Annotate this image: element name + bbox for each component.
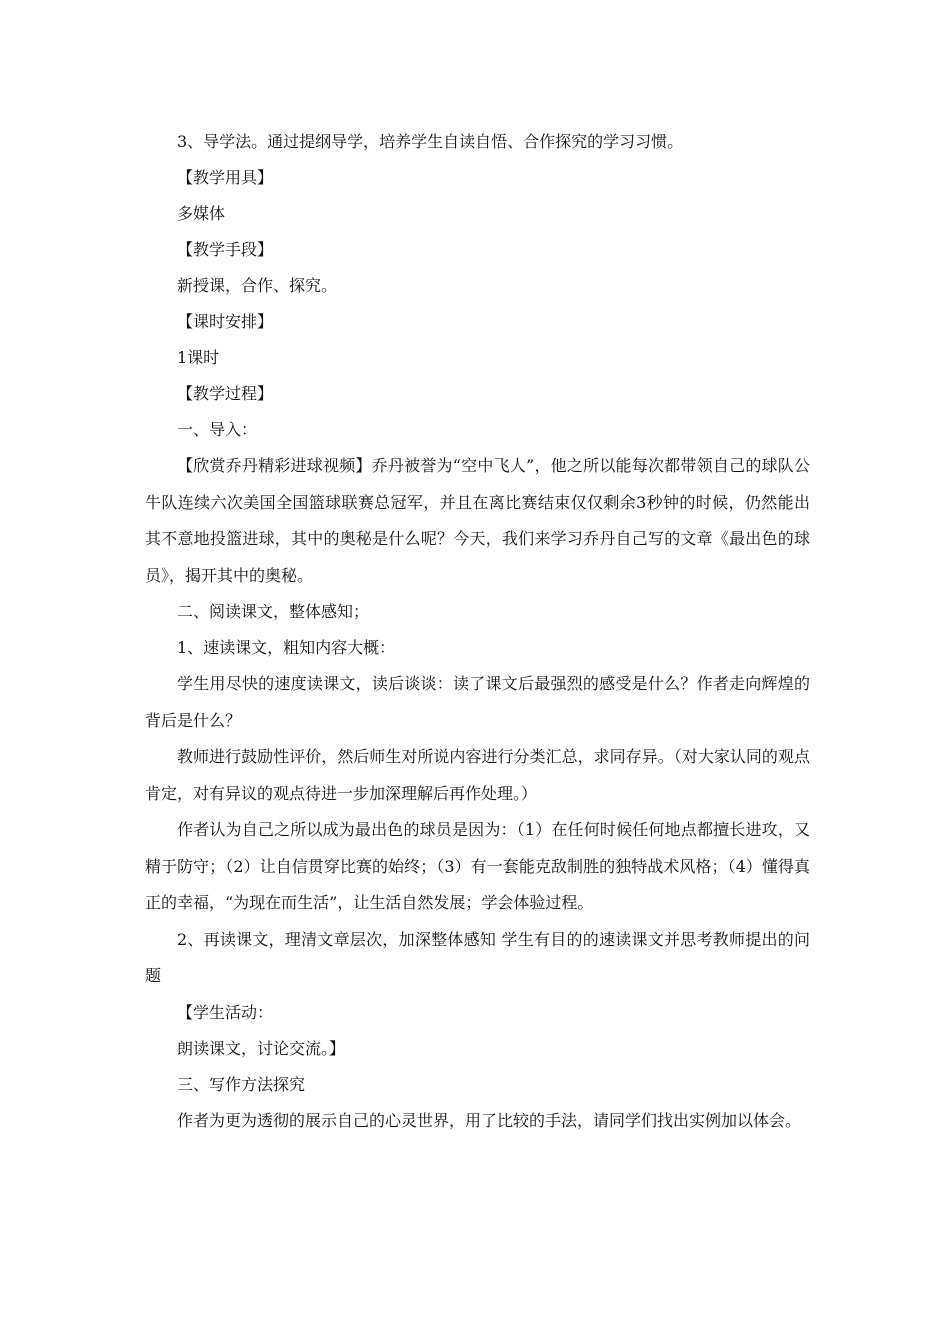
teaching-tools-text: 多媒体	[177, 204, 226, 223]
teacher-evaluation-paragraph: 教师进行鼓励性评价，然后师生对所说内容进行分类汇总，求同存异。（对大家认同的观点肯定，对有异议的观点待进一步加深理解后再作处理。）	[145, 747, 810, 803]
step-two-paragraph: 2、再读课文，理清文章层次，加深整体感知 学生有目的的速读课文并思考教师提出的问题	[145, 929, 810, 985]
document-body	[145, 124, 810, 1139]
part-three-heading: 三、写作方法探究	[177, 1074, 306, 1094]
method-paragraph: 3、导学法。通过提纲导学，培养学生自读自悟、合作探究的学习习惯。	[177, 132, 684, 151]
writing-method-paragraph: 作者为更为透彻的展示自己的心灵世界，用了比较的手法，请同学们找出实例加以体会。	[177, 1110, 802, 1130]
speed-reading-paragraph: 学生用尽快的速度读课文，读后谈谈：读了课文后最强烈的感受是什么？作者走向辉煌的背后是什么？	[145, 674, 810, 730]
author-reasons-paragraph: 作者认为自己之所以成为最出色的球员是因为：（1）在任何时候任何地点都擅长进攻，又精于防守；（2）让自信贯穿比赛的始终；（3）有一套能克敌制胜的独特战术风格；（4）懂得真正的幸福，“为现在而生活”，让生活自然发展；学会体验过程。	[145, 820, 810, 912]
section-heading-process: 【教学过程】	[177, 384, 274, 403]
part-one-heading: 一、导入：	[177, 420, 258, 439]
student-activity-heading: 【学生活动：	[177, 1002, 274, 1022]
part-two-heading: 二、阅读课文，整体感知；	[177, 602, 370, 621]
intro-paragraph: 【欣赏乔丹精彩进球视频】乔丹被誉为“空中飞人”，他之所以能每次都带领自己的球队公牛队连续六次美国全国篮球联赛总冠军，并且在离比赛结束仅仅剩余3秒钟的时候，仍然能出其不意地投篮进球，其中的奥秘是什么呢？今天，我们来学习乔丹自己写的文章《最出色的球员》，揭开其中的奥秘。	[145, 456, 810, 585]
section-heading-schedule: 【课时安排】	[177, 312, 274, 331]
section-heading-teaching-means: 【教学手段】	[177, 240, 274, 259]
teaching-means-text: 新授课，合作、探究。	[177, 276, 338, 295]
step-one-heading: 1、速读课文，粗知内容大概：	[177, 638, 396, 657]
student-activity-text: 朗读课文，讨论交流。】	[177, 1038, 346, 1058]
schedule-text: 1课时	[177, 348, 220, 367]
section-heading-teaching-tools: 【教学用具】	[177, 168, 274, 187]
